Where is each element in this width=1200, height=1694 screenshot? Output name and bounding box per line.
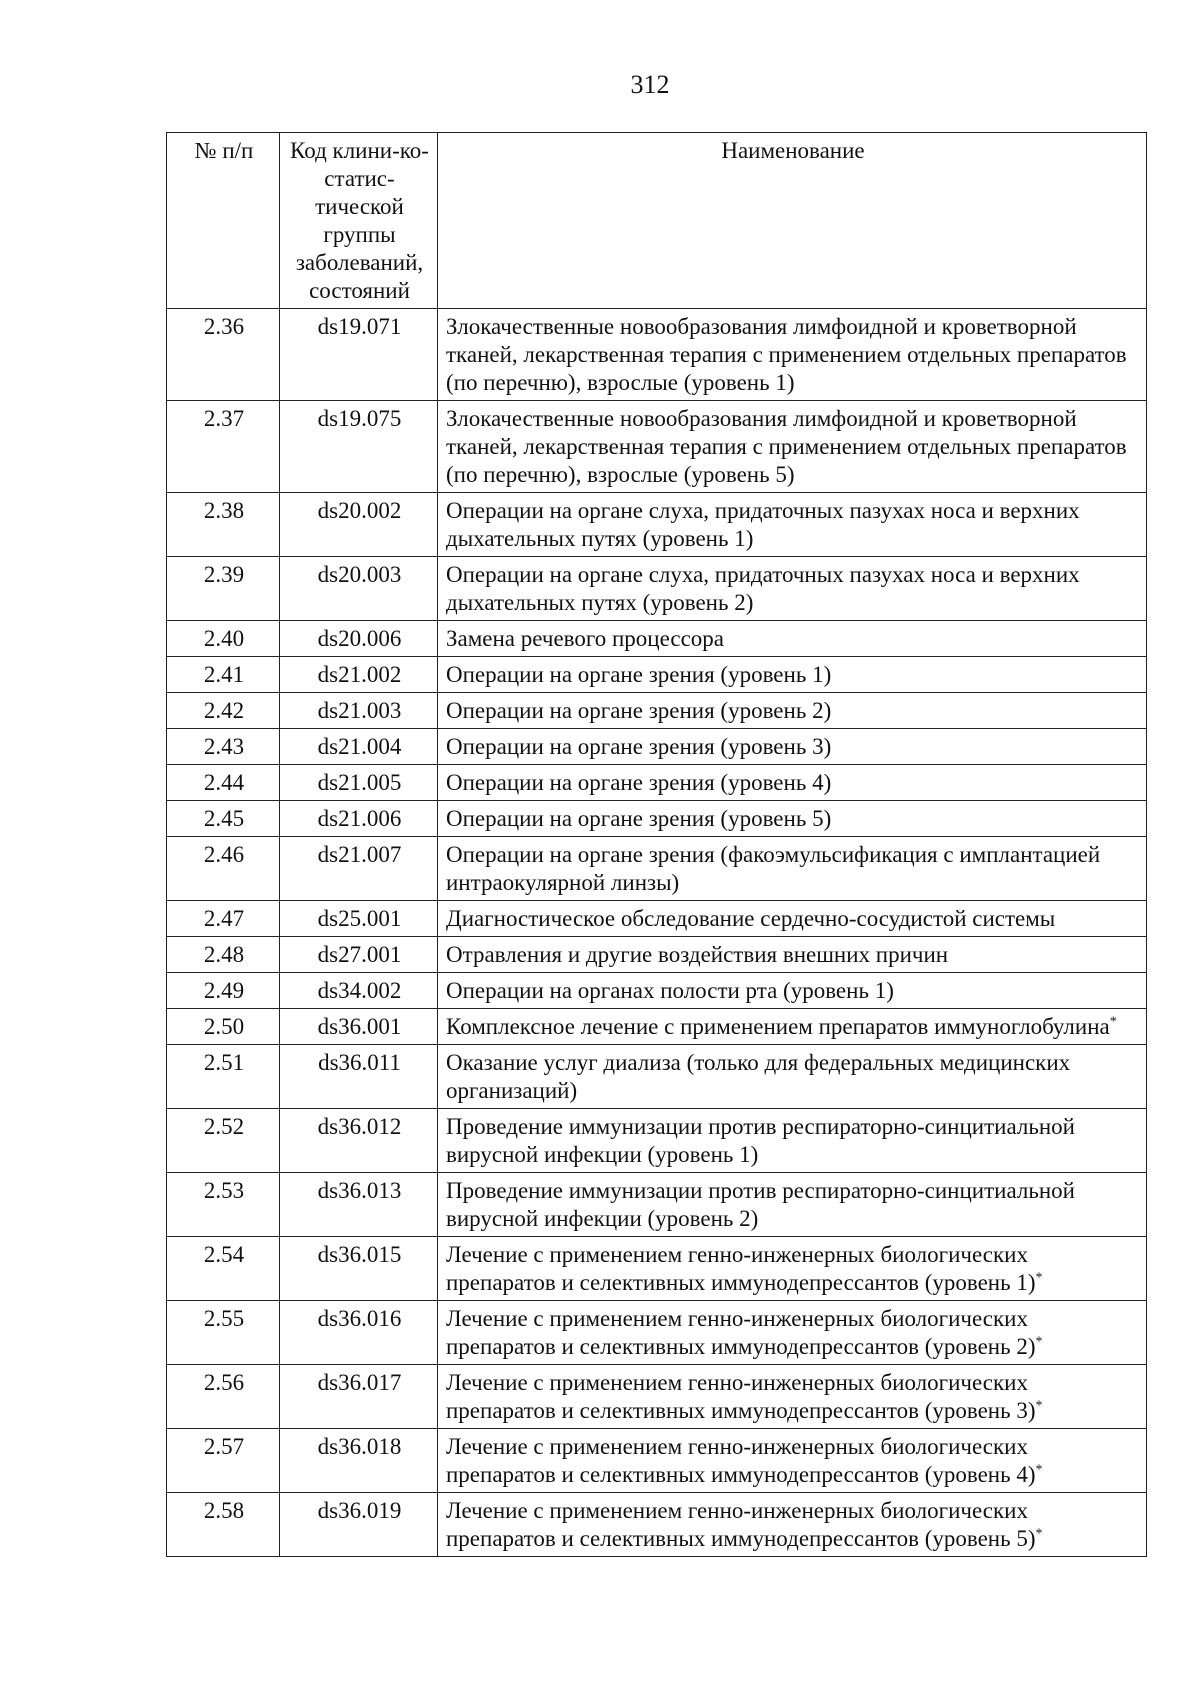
row-name: Операции на органе зрения (уровень 5)	[446, 806, 832, 831]
row-code: ds36.001	[280, 1009, 438, 1045]
footnote-mark: *	[1035, 1398, 1043, 1414]
table-row	[167, 1237, 1147, 1301]
row-number: 2.43	[167, 729, 280, 765]
row-number: 2.38	[167, 493, 280, 557]
row-name-cell	[438, 401, 1147, 493]
row-number: 2.53	[167, 1173, 280, 1237]
row-name: Злокачественные новообразования лимфоидной и кроветворной тканей, лекарственная терапия с применением отдельных препаратов (по перечню), взрослые (уровень 5)	[446, 406, 1127, 487]
row-code: ds36.019	[280, 1493, 438, 1557]
table-row	[167, 901, 1147, 937]
table-row	[167, 401, 1147, 493]
row-name-cell	[438, 1429, 1147, 1493]
row-code: ds27.001	[280, 937, 438, 973]
row-code: ds36.012	[280, 1109, 438, 1173]
row-number: 2.49	[167, 973, 280, 1009]
row-code: ds21.004	[280, 729, 438, 765]
row-name-cell	[438, 657, 1147, 693]
row-name-cell	[438, 973, 1147, 1009]
row-number: 2.56	[167, 1365, 280, 1429]
row-code: ds21.007	[280, 837, 438, 901]
table-row	[167, 1045, 1147, 1109]
row-code: ds21.006	[280, 801, 438, 837]
row-name: Операции на органах полости рта (уровень 1)	[446, 978, 894, 1003]
table-row	[167, 493, 1147, 557]
row-name-cell	[438, 1237, 1147, 1301]
row-number: 2.42	[167, 693, 280, 729]
header-code: Код клини-ко-статис-тической группы заболеваний, состояний	[280, 133, 438, 309]
row-code: ds20.003	[280, 557, 438, 621]
row-name: Замена речевого процессора	[446, 626, 725, 651]
row-name: Лечение с применением генно-инженерных биологических препаратов и селективных иммунодепрессантов (уровень 2)	[446, 1306, 1036, 1359]
table-row	[167, 837, 1147, 901]
row-code: ds19.071	[280, 309, 438, 401]
table-body	[167, 309, 1147, 1557]
row-name-cell	[438, 693, 1147, 729]
header-number: № п/п	[167, 133, 280, 309]
row-code: ds20.002	[280, 493, 438, 557]
table-row	[167, 1109, 1147, 1173]
footnote-mark: *	[1035, 1334, 1043, 1350]
table-row	[167, 1173, 1147, 1237]
row-name: Лечение с применением генно-инженерных биологических препаратов и селективных иммунодепрессантов (уровень 4)	[446, 1434, 1036, 1487]
row-number: 2.40	[167, 621, 280, 657]
table-row	[167, 937, 1147, 973]
row-name-cell	[438, 729, 1147, 765]
table-row	[167, 1365, 1147, 1429]
row-name: Комплексное лечение с применением препаратов иммуноглобулина	[446, 1014, 1110, 1039]
row-number: 2.47	[167, 901, 280, 937]
classification-table	[166, 132, 1147, 1557]
row-code: ds36.011	[280, 1045, 438, 1109]
table-row	[167, 657, 1147, 693]
table-row	[167, 557, 1147, 621]
table-row	[167, 801, 1147, 837]
row-name: Проведение иммунизации против респираторно-синцитиальной вирусной инфекции (уровень 2)	[446, 1178, 1075, 1231]
table-row	[167, 621, 1147, 657]
row-name: Лечение с применением генно-инженерных биологических препаратов и селективных иммунодепрессантов (уровень 1)	[446, 1242, 1036, 1295]
row-name-cell	[438, 1045, 1147, 1109]
row-number: 2.48	[167, 937, 280, 973]
page-number: 312	[630, 70, 670, 99]
row-name: Операции на органе зрения (уровень 2)	[446, 698, 832, 723]
row-number: 2.36	[167, 309, 280, 401]
footnote-mark: *	[1035, 1462, 1043, 1478]
row-number: 2.54	[167, 1237, 280, 1301]
row-name: Операции на органе зрения (факоэмульсификация с имплантацией интраокулярной линзы)	[446, 842, 1101, 895]
row-code: ds21.003	[280, 693, 438, 729]
row-name-cell	[438, 1493, 1147, 1557]
row-code: ds25.001	[280, 901, 438, 937]
row-number: 2.37	[167, 401, 280, 493]
row-name: Операции на органе зрения (уровень 1)	[446, 662, 832, 687]
footnote-mark: *	[1035, 1270, 1043, 1286]
row-name-cell	[438, 837, 1147, 901]
row-name-cell	[438, 1173, 1147, 1237]
row-name-cell	[438, 1109, 1147, 1173]
row-name-cell	[438, 1301, 1147, 1365]
row-number: 2.45	[167, 801, 280, 837]
row-name: Операции на органе зрения (уровень 4)	[446, 770, 832, 795]
table-row	[167, 729, 1147, 765]
row-number: 2.55	[167, 1301, 280, 1365]
row-code: ds21.005	[280, 765, 438, 801]
row-name-cell	[438, 801, 1147, 837]
row-name: Операции на органе слуха, придаточных пазухах носа и верхних дыхательных путях (уровень 2)	[446, 562, 1080, 615]
row-number: 2.46	[167, 837, 280, 901]
table-row	[167, 1429, 1147, 1493]
row-number: 2.57	[167, 1429, 280, 1493]
row-code: ds36.013	[280, 1173, 438, 1237]
row-name: Лечение с применением генно-инженерных биологических препаратов и селективных иммунодепрессантов (уровень 5)	[446, 1498, 1036, 1551]
table-header-row	[167, 133, 1147, 309]
row-name: Оказание услуг диализа (только для федеральных медицинских организаций)	[446, 1050, 1071, 1103]
row-name-cell	[438, 309, 1147, 401]
row-name-cell	[438, 765, 1147, 801]
row-number: 2.39	[167, 557, 280, 621]
footnote-mark: *	[1035, 1526, 1043, 1542]
row-name-cell	[438, 1365, 1147, 1429]
row-number: 2.50	[167, 1009, 280, 1045]
row-name-cell	[438, 621, 1147, 657]
row-code: ds36.017	[280, 1365, 438, 1429]
row-name: Операции на органе зрения (уровень 3)	[446, 734, 832, 759]
header-name: Наименование	[438, 133, 1147, 309]
row-name-cell	[438, 1009, 1147, 1045]
footnote-mark: *	[1109, 1014, 1117, 1030]
row-name-cell	[438, 557, 1147, 621]
row-name: Отравления и другие воздействия внешних причин	[446, 942, 949, 967]
table-row	[167, 1493, 1147, 1557]
row-name-cell	[438, 493, 1147, 557]
row-number: 2.58	[167, 1493, 280, 1557]
row-name-cell	[438, 901, 1147, 937]
row-name: Операции на органе слуха, придаточных пазухах носа и верхних дыхательных путях (уровень 1)	[446, 498, 1080, 551]
row-name: Диагностическое обследование сердечно-сосудистой системы	[446, 906, 1056, 931]
table-row	[167, 765, 1147, 801]
row-code: ds36.015	[280, 1237, 438, 1301]
table-row	[167, 1301, 1147, 1365]
row-number: 2.51	[167, 1045, 280, 1109]
row-code: ds34.002	[280, 973, 438, 1009]
row-number: 2.41	[167, 657, 280, 693]
table-row	[167, 1009, 1147, 1045]
table-row	[167, 309, 1147, 401]
row-code: ds20.006	[280, 621, 438, 657]
table-row	[167, 693, 1147, 729]
table-row	[167, 973, 1147, 1009]
row-code: ds21.002	[280, 657, 438, 693]
row-name-cell	[438, 937, 1147, 973]
row-code: ds36.016	[280, 1301, 438, 1365]
row-name: Проведение иммунизации против респираторно-синцитиальной вирусной инфекции (уровень 1)	[446, 1114, 1075, 1167]
row-name: Злокачественные новообразования лимфоидной и кроветворной тканей, лекарственная терапия с применением отдельных препаратов (по перечню), взрослые (уровень 1)	[446, 314, 1127, 395]
row-code: ds19.075	[280, 401, 438, 493]
row-number: 2.44	[167, 765, 280, 801]
row-code: ds36.018	[280, 1429, 438, 1493]
row-name: Лечение с применением генно-инженерных биологических препаратов и селективных иммунодепрессантов (уровень 3)	[446, 1370, 1036, 1423]
row-number: 2.52	[167, 1109, 280, 1173]
